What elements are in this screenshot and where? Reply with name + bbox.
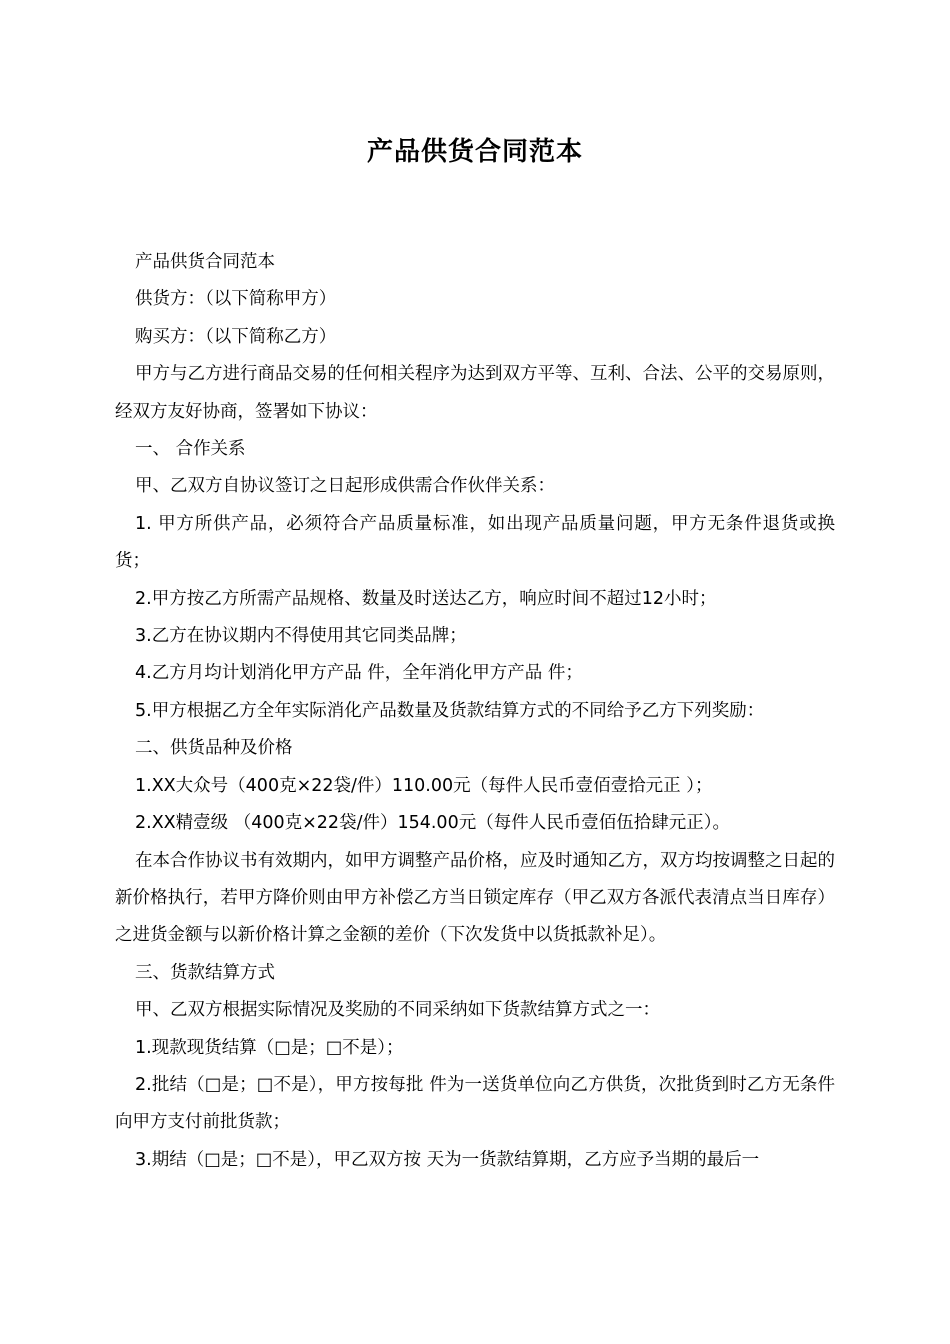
clause-1-3: 3.乙方在协议期内不得使用其它同类品牌； [135, 626, 467, 647]
document-body [115, 244, 835, 1179]
paragraph-price-adjustment: 在本合作协议书有效期内，如甲方调整产品价格，应及时通知乙方，双方均按调整之日起的新价格执行，若甲方降价则由甲方补偿乙方当日锁定库存（甲乙双方各派代表清点当日库存）之进货金额与以新价格计算之金额的差价（下次发货中以货抵款补足）。 [115, 850, 835, 946]
paragraph-partnership: 甲、乙双方自协议签订之日起形成供需合作伙伴关系： [135, 476, 555, 497]
paragraph-preamble: 甲方与乙方进行商品交易的任何相关程序为达到双方平等、互利、合法、公平的交易原则，经双方友好协商，签署如下协议： [115, 364, 835, 422]
clause-3-2: 2.批结（□是；□不是），甲方按每批 件为一送货单位向乙方供货，次批货到时乙方无条件向甲方支付前批货款； [115, 1074, 835, 1133]
clause-1-1: 1. 甲方所供产品，必须符合产品质量标准，如出现产品质量问题，甲方无条件退货或换货； [115, 513, 835, 572]
paragraph-settlement-intro: 甲、乙双方根据实际情况及奖励的不同采纳如下货款结算方式之一： [135, 1000, 660, 1021]
section-heading-2: 二、供货品种及价格 [135, 738, 293, 759]
paragraph-heading-repeat: 产品供货合同范本 [135, 252, 275, 272]
clause-2-2: 2.XX精壹级 （400克×22袋/件）154.00元（每件人民币壹佰伍拾肆元正）。 [135, 813, 730, 834]
paragraph-supplier: 供货方：（以下简称甲方） [135, 289, 337, 310]
clause-1-4: 4.乙方月均计划消化甲方产品 件，全年消化甲方产品 件； [135, 663, 583, 684]
document-title: 产品供货合同范本 [366, 137, 583, 167]
paragraph-buyer: 购买方：（以下简称乙方） [135, 326, 337, 347]
section-heading-1: 一、 合作关系 [135, 439, 246, 460]
clause-1-2: 2.甲方按乙方所需产品规格、数量及时送达乙方，响应时间不超过12小时； [135, 588, 717, 609]
clause-2-1: 1.XX大众号（400克×22袋/件）110.00元（每件人民币壹佰壹拾元正 ）； [135, 775, 713, 796]
clause-1-5: 5.甲方根据乙方全年实际消化产品数量及货款结算方式的不同给予乙方下列奖励： [135, 700, 765, 721]
clause-3-1: 1.现款现货结算（□是；□不是）； [135, 1037, 404, 1058]
section-heading-3: 三、货款结算方式 [135, 962, 275, 983]
clause-3-3: 3.期结（□是；□不是），甲乙双方按 天为一货款结算期，乙方应予当期的最后一 [135, 1149, 760, 1170]
